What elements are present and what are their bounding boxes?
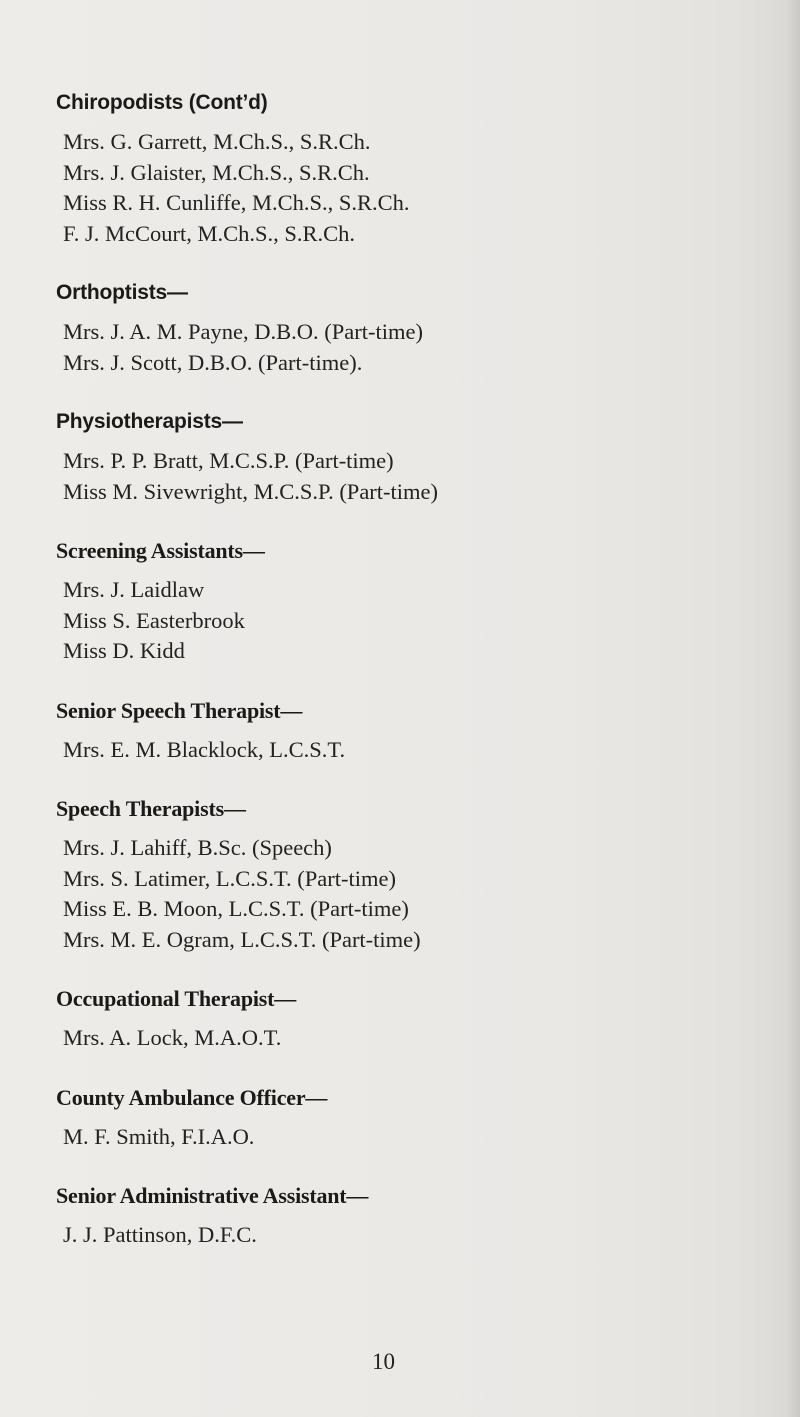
page-edge-shadow [786, 0, 800, 1417]
staff-entry: Mrs. J. Glaister, M.Ch.S., S.R.Ch. [63, 159, 370, 185]
section-screening-assistants [56, 536, 756, 667]
staff-entry: Mrs. A. Lock, M.A.O.T. [63, 1025, 282, 1050]
section-senior-speech-therapist [56, 696, 756, 766]
staff-entry: Mrs. J. Scott, D.B.O. (Part-time). [63, 349, 363, 375]
staff-entry: M. F. Smith, F.I.A.O. [63, 1123, 255, 1149]
staff-entry: Miss E. B. Moon, L.C.S.T. (Part-time) [63, 896, 409, 921]
staff-entry: Mrs. J. Laidlaw [63, 577, 205, 602]
staff-entry: Mrs. P. P. Bratt, M.C.S.P. (Part-time) [63, 448, 394, 473]
staff-entry: Mrs. S. Latimer, L.C.S.T. (Part-time) [63, 865, 397, 891]
page-number: 10 [372, 1349, 395, 1374]
section-county-ambulance-officer [56, 1083, 756, 1153]
section-occupational-therapist [56, 984, 756, 1054]
staff-entry: Mrs. E. M. Blacklock, L.C.S.T. [63, 736, 346, 762]
section-heading: County Ambulance Officer— [56, 1084, 328, 1110]
staff-entry: Mrs. J. A. M. Payne, D.B.O. (Part-time) [63, 319, 423, 344]
staff-entry: Mrs. J. Lahiff, B.Sc. (Speech) [63, 835, 332, 860]
section-chiropodists [56, 88, 756, 249]
section-heading: Senior Speech Therapist— [56, 697, 303, 723]
staff-entry: Miss M. Sivewright, M.C.S.P. (Part-time) [63, 478, 439, 504]
staff-entry: Miss S. Easterbrook [63, 607, 245, 633]
staff-list [56, 88, 756, 1280]
section-heading: Occupational Therapist— [56, 986, 297, 1011]
staff-entry: Miss R. H. Cunliffe, M.Ch.S., S.R.Ch. [63, 190, 410, 215]
staff-entry: J. J. Pattinson, D.F.C. [63, 1222, 257, 1247]
section-heading: Orthoptists— [56, 281, 188, 304]
section-heading: Senior Administrative Assistant— [56, 1183, 369, 1208]
section-physiotherapists [56, 407, 756, 507]
staff-entry: Mrs. M. E. Ogram, L.C.S.T. (Part-time) [63, 926, 421, 952]
section-heading: Screening Assistants— [56, 538, 265, 563]
staff-entry: Mrs. G. Garrett, M.Ch.S., S.R.Ch. [63, 129, 371, 154]
staff-entry: Miss D. Kidd [63, 638, 185, 663]
section-speech-therapists [56, 794, 756, 955]
section-heading: Chiropodists (Cont’d) [56, 91, 268, 114]
staff-entry: F. J. McCourt, M.Ch.S., S.R.Ch. [63, 220, 356, 246]
section-senior-administrative-assistant [56, 1181, 756, 1251]
section-orthoptists [56, 278, 756, 378]
section-heading: Physiotherapists— [56, 410, 243, 433]
section-heading: Speech Therapists— [56, 796, 246, 821]
